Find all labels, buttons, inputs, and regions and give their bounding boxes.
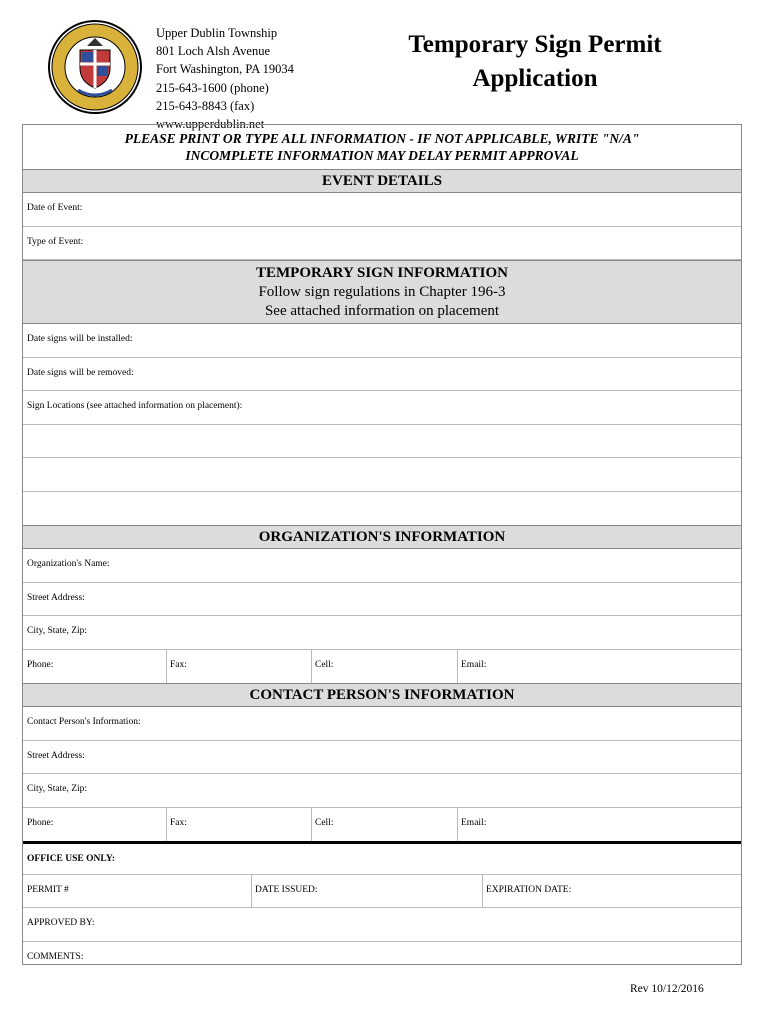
date-installed-field[interactable]: Date signs will be installed: [23, 324, 741, 358]
org-city-state-zip-field[interactable]: City, State, Zip: [23, 616, 741, 650]
office-permit-row [23, 875, 741, 909]
contact-city-state-zip-field[interactable]: City, State, Zip: [23, 774, 741, 808]
contact-numbers-row [23, 808, 741, 842]
org-email-field[interactable]: Email: [461, 659, 487, 670]
address-line: Fort Washington, PA 19034 [156, 62, 294, 77]
permit-form [22, 124, 742, 965]
office-use-only-heading: OFFICE USE ONLY: [23, 841, 741, 875]
sign-locations-line[interactable] [23, 425, 741, 459]
contact-cell-field[interactable]: Cell: [315, 817, 334, 828]
revision-date: Rev 10/12/2016 [630, 983, 704, 995]
section-contact-person-information: CONTACT PERSON'S INFORMATION [23, 683, 741, 707]
instructions-notice: PLEASE PRINT OR TYPE ALL INFORMATION - IF NOT APPLICABLE, WRITE "N/A" INCOMPLETE INFORMATION MAY DELAY PERMIT APPROVAL [124, 131, 640, 163]
contact-phone-field[interactable]: Phone: [27, 817, 54, 828]
website-line: www.upperdublin.net [156, 117, 265, 132]
sign-locations-line[interactable] [23, 492, 741, 526]
phone-line: 215-643-1600 (phone) [156, 80, 269, 95]
comments-field[interactable]: COMMENTS: [27, 951, 84, 962]
page-title: Temporary Sign Permit Application [408, 31, 662, 92]
fax-line: 215-643-8843 (fax) [156, 98, 255, 113]
section-sign-information: TEMPORARY SIGN INFORMATION Follow sign regulations in Chapter 196-3 See attached information on placement [23, 260, 741, 324]
org-street-address-field[interactable]: Street Address: [23, 583, 741, 617]
section-event-details: EVENT DETAILS [23, 169, 741, 193]
sign-locations-line[interactable] [23, 458, 741, 492]
address-line: 801 Loch Alsh Avenue [156, 44, 270, 59]
date-issued-field[interactable]: DATE ISSUED: [255, 884, 318, 895]
type-of-event-field[interactable]: Type of Event: [23, 227, 741, 261]
approved-by-field[interactable]: APPROVED BY: [23, 908, 741, 942]
section-organization-information: ORGANIZATION'S INFORMATION [23, 525, 741, 549]
date-removed-field[interactable]: Date signs will be removed: [23, 358, 741, 392]
org-fax-field[interactable]: Fax: [170, 659, 187, 670]
address-line: Upper Dublin Township [156, 26, 278, 40]
contact-person-field[interactable]: Contact Person's Information: [23, 707, 741, 741]
township-address [156, 24, 294, 133]
org-phone-field[interactable]: Phone: [27, 659, 54, 670]
contact-fax-field[interactable]: Fax: [170, 817, 187, 828]
contact-email-field[interactable]: Email: [461, 817, 487, 828]
org-contact-numbers-row [23, 650, 741, 684]
contact-street-address-field[interactable]: Street Address: [23, 741, 741, 775]
township-seal-logo [48, 20, 142, 114]
organization-name-field[interactable]: Organization's Name: [23, 549, 741, 583]
expiration-date-field[interactable]: EXPIRATION DATE: [486, 884, 572, 895]
permit-number-field[interactable]: PERMIT # [27, 884, 69, 895]
sign-locations-field[interactable]: Sign Locations (see attached information on placement): [23, 391, 741, 425]
org-cell-field[interactable]: Cell: [315, 659, 334, 670]
date-of-event-field[interactable]: Date of Event: [23, 193, 741, 227]
